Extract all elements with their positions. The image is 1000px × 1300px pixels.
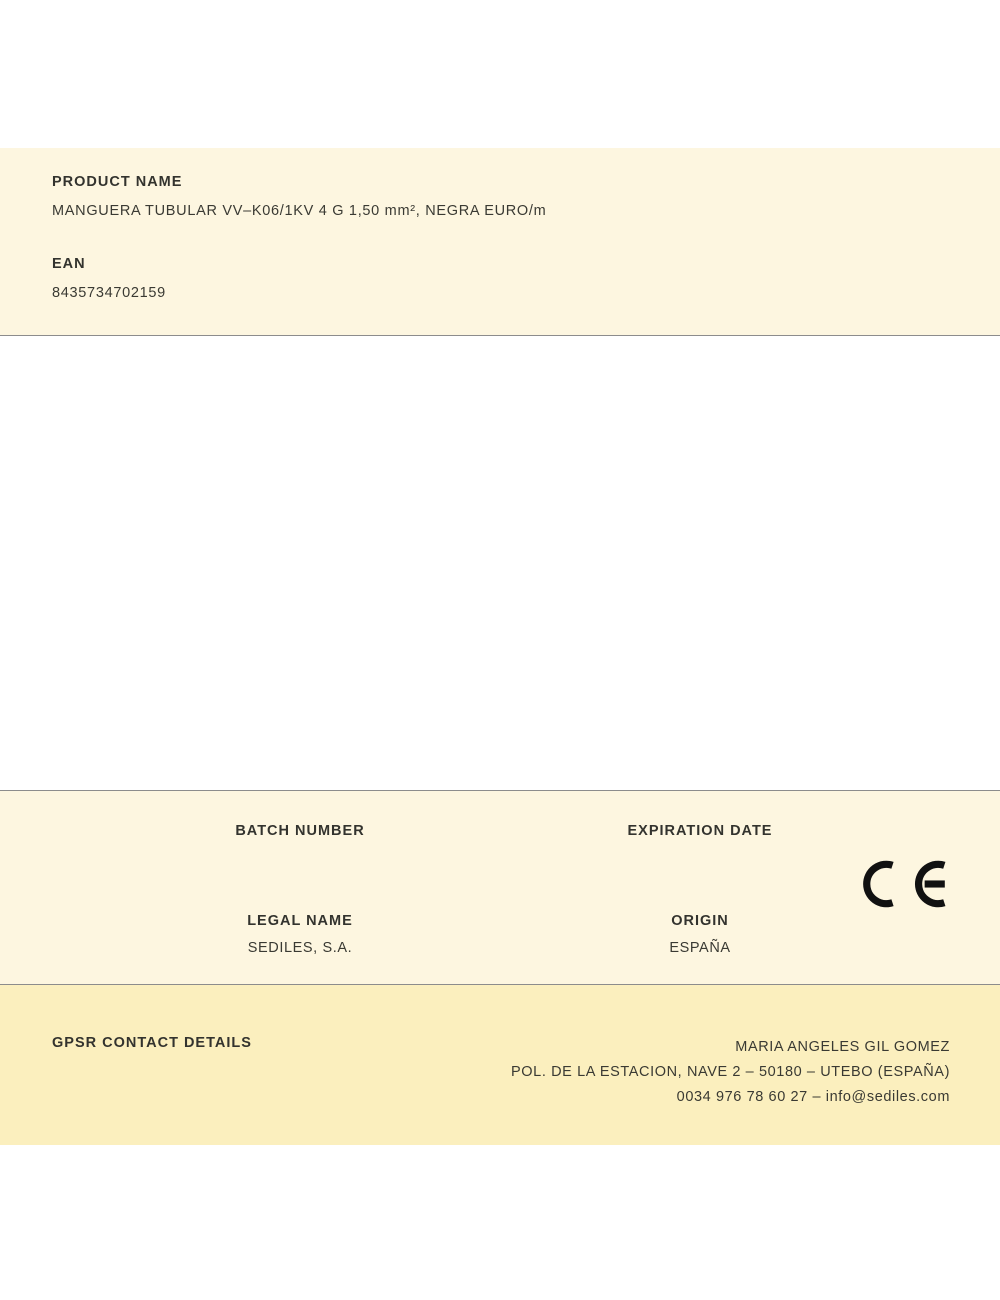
gpsr-contact-person: MARIA ANGELES GIL GOMEZ [735, 1039, 950, 1055]
gpsr-contact-address: POL. DE LA ESTACION, NAVE 2 – 50180 – UTEBO (ESPAÑA) [511, 1064, 950, 1080]
expiration-date-value [550, 850, 850, 867]
bottom-blank-area [0, 1145, 1000, 1300]
product-info-inner [0, 148, 1000, 301]
legal-name-label: LEGAL NAME [247, 913, 353, 929]
ce-marking-icon [856, 853, 952, 915]
blank-content-area [0, 336, 1000, 790]
gpsr-contact-label: GPSR CONTACT DETAILS [52, 1035, 252, 1051]
origin-label: ORIGIN [671, 913, 729, 929]
origin-field [550, 913, 850, 956]
traceability-block [0, 790, 1000, 985]
batch-number-value [150, 850, 450, 867]
product-name-label: PRODUCT NAME [52, 174, 183, 190]
origin-value: ESPAÑA [669, 940, 731, 956]
traceability-grid [0, 791, 1000, 984]
legal-name-field [150, 913, 450, 956]
expiration-date-label: EXPIRATION DATE [627, 823, 773, 839]
ean-label: EAN [52, 256, 86, 272]
gpsr-contact-phone-email: 0034 976 78 60 27 – info@sediles.com [676, 1089, 950, 1105]
gpsr-contact-details [511, 1035, 950, 1110]
product-info-block [0, 148, 1000, 336]
batch-number-label: BATCH NUMBER [235, 823, 365, 839]
gpsr-contact-block [0, 985, 1000, 1145]
legal-name-value: SEDILES, S.A. [247, 940, 353, 956]
batch-number-field [150, 823, 450, 867]
product-name-value: MANGUERA TUBULAR VV–K06/1KV 4 G 1,50 mm², NEGRA EURO/m [52, 203, 547, 219]
ean-value: 8435734702159 [52, 285, 166, 301]
expiration-date-field [550, 823, 850, 867]
